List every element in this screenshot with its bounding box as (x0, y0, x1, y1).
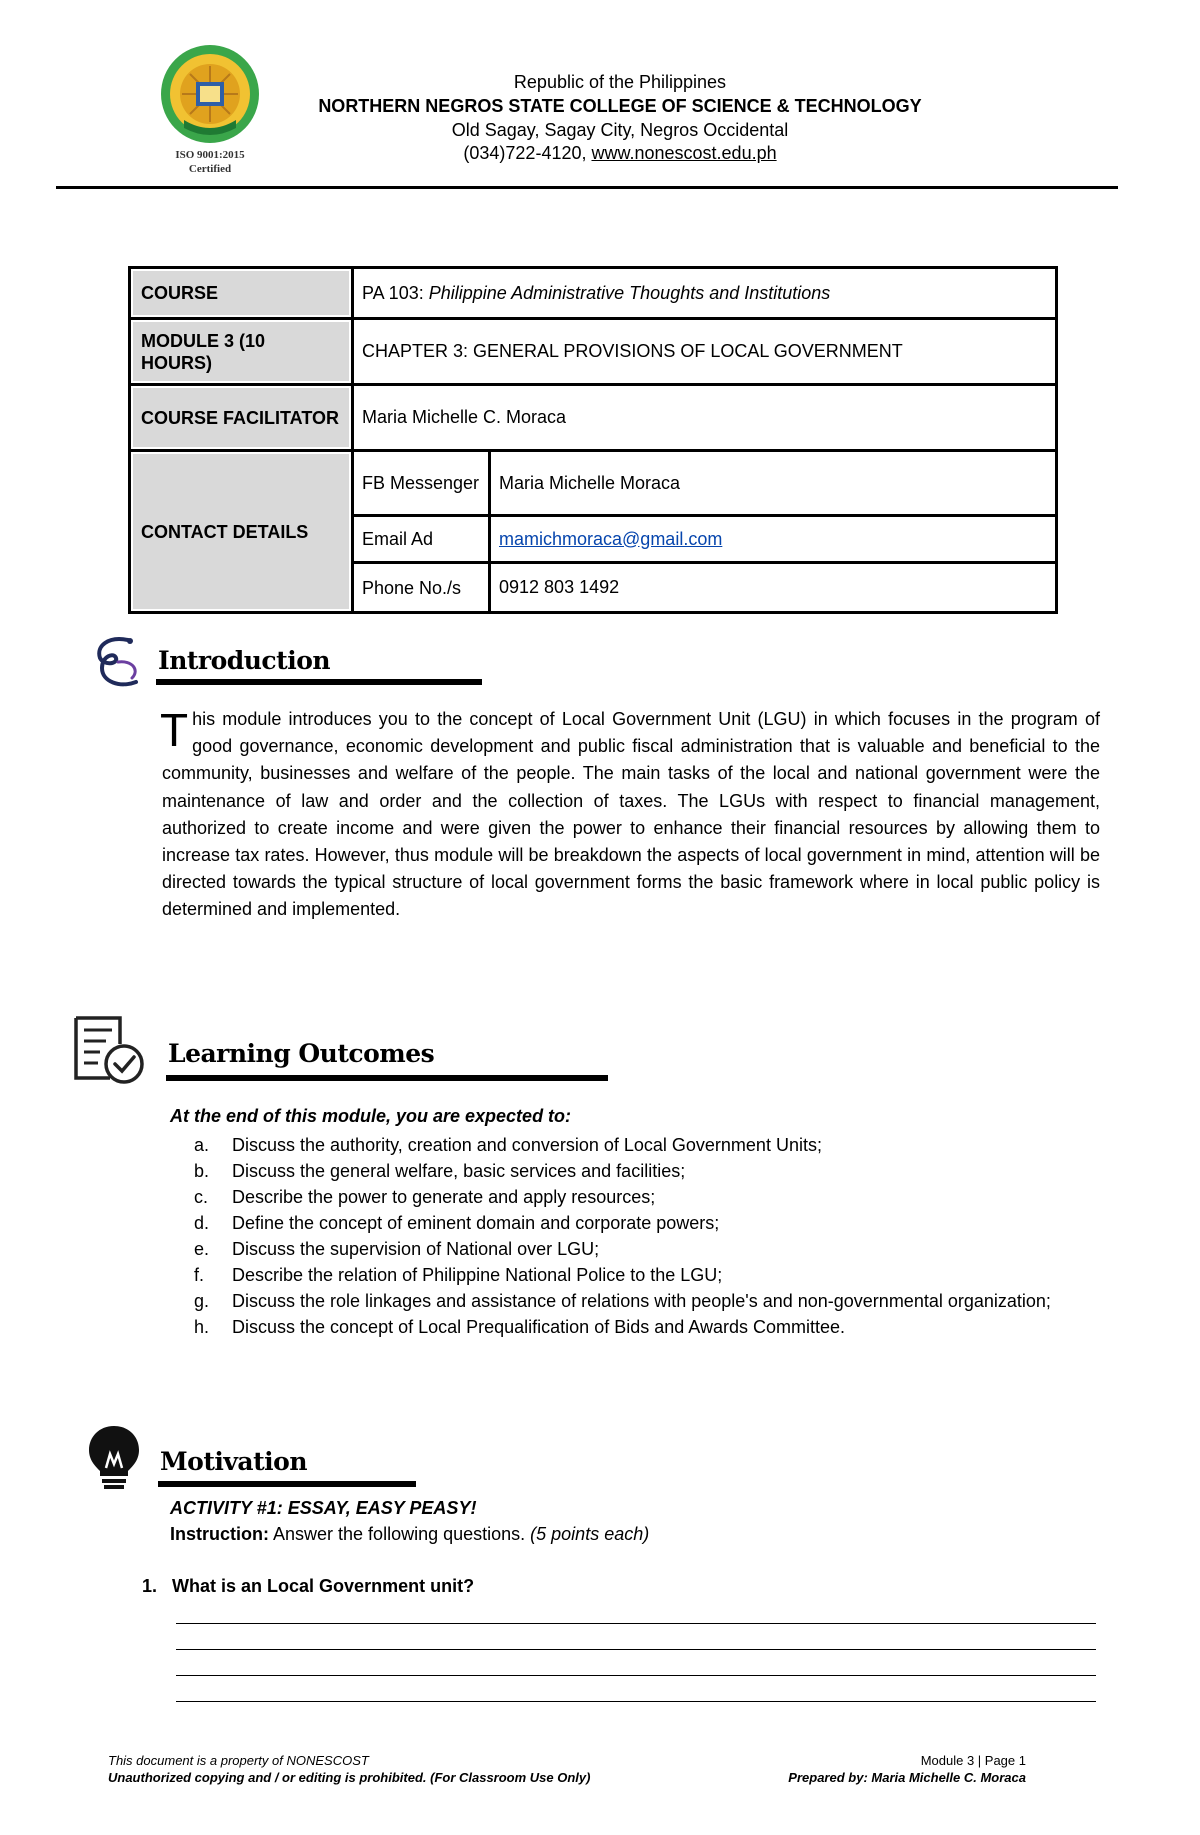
header-website-link[interactable]: www.nonescost.edu.ph (591, 143, 777, 163)
contact-key: Email Ad (362, 529, 434, 549)
facilitator-label: COURSE FACILITATOR (131, 386, 351, 449)
contact-phone-row (354, 564, 1055, 611)
lightbulb-icon (86, 1424, 142, 1492)
introduction-heading: Introduction (158, 646, 331, 675)
list-item: e. Discuss the supervision of National over LGU; (194, 1239, 600, 1259)
contact-value: Maria Michelle Moraca (488, 452, 1055, 514)
answer-line[interactable] (176, 1701, 1096, 1702)
introduction-icon (88, 632, 150, 694)
learning-outcomes-heading: Learning Outcomes (168, 1039, 435, 1068)
contact-key: FB Messenger (362, 473, 480, 493)
svg-text:Certified: Certified (188, 163, 232, 175)
module-label: MODULE 3 (10 HOURS) (131, 320, 351, 383)
module-row (131, 320, 1055, 386)
list-item: f. Describe the relation of Philippine National Police to the LGU; (194, 1265, 723, 1285)
contact-value: 0912 803 1492 (488, 564, 1055, 611)
school-logo (154, 44, 266, 184)
header-republic: Republic of the Philippines (513, 72, 727, 92)
list-item: b. Discuss the general welfare, basic services and facilities; (194, 1161, 686, 1181)
header-institution: NORTHERN NEGROS STATE COLLEGE OF SCIENCE & TECHNOLOGY (318, 96, 922, 116)
list-item: g. Discuss the role linkages and assistance of relations with people's and non-governmental organization; (194, 1291, 1051, 1311)
footer-page: Module 3 | Page 1 (920, 1753, 1026, 1768)
question-text: What is an Local Government unit? (172, 1576, 475, 1596)
list-item: c. Describe the power to generate and apply resources; (194, 1187, 656, 1207)
header-divider (56, 186, 1118, 189)
list-item: a. Discuss the authority, creation and conversion of Local Government Units; (194, 1135, 822, 1155)
course-info-table (128, 266, 1058, 614)
header-phone: (034)722-4120, (463, 143, 592, 163)
introduction-paragraph (162, 706, 1100, 924)
contact-email-row (354, 517, 1055, 564)
footer-property: This document is a property of NONESCOST (108, 1753, 369, 1768)
motivation-heading: Motivation (160, 1447, 308, 1476)
course-label: COURSE (131, 269, 351, 317)
contact-row (131, 452, 1055, 611)
footer-prepared-by: Prepared by: Maria Michelle C. Moraca (788, 1770, 1026, 1785)
activity-instruction (170, 1524, 649, 1545)
introduction-body: his module introduces you to the concept of Local Government Unit (LGU) in which focuses in the program of good governance, economic development and public fiscal administration that is valuable and beneficial to the community, businesses and welfare of the people. The main tasks of the local and national government were the maintenance of law and order and the collection of taxes. The LGUs with respect to financial management, authorized to create income and were given the power to enhance their financial resources by allowing them to increase tax rates. However, thus module will be breakdown the aspects of local government in mind, attention will be directed towards the typical structure of local government forms the basic framework where in local public policy is determined and implemented. (162, 709, 1100, 920)
answer-line[interactable] (176, 1623, 1096, 1624)
module-value: CHAPTER 3: GENERAL PROVISIONS OF LOCAL GOVERNMENT (351, 320, 1055, 383)
course-title: Philippine Administrative Thoughts and Institutions (428, 282, 831, 303)
learning-outcomes-underline (166, 1075, 608, 1081)
instruction-label: Instruction: (170, 1524, 269, 1544)
contact-subtable (351, 452, 1055, 611)
course-value (351, 269, 1055, 317)
question-number: 1. (142, 1576, 158, 1596)
footer-copyright: Unauthorized copying and / or editing is prohibited. (For Classroom Use Only) (108, 1770, 591, 1785)
learning-outcomes-icon (70, 1014, 148, 1086)
introduction-underline (156, 679, 482, 685)
svg-text:ISO 9001:2015: ISO 9001:2015 (175, 149, 245, 161)
email-link[interactable]: mamichmoraca@gmail.com (499, 528, 723, 549)
motivation-underline (158, 1481, 416, 1487)
list-item: h. Discuss the concept of Local Prequalification of Bids and Awards Committee. (194, 1317, 845, 1337)
answer-line[interactable] (176, 1675, 1096, 1676)
course-code: PA 103: (362, 282, 424, 303)
answer-line[interactable] (176, 1649, 1096, 1650)
contact-fb-row (354, 452, 1055, 517)
header-address: Old Sagay, Sagay City, Negros Occidental (451, 120, 789, 140)
activity-title: ACTIVITY #1: ESSAY, EASY PEASY! (170, 1498, 477, 1518)
contact-key: Phone No./s (362, 577, 462, 598)
learning-outcomes-lead: At the end of this module, you are expected to: (170, 1106, 572, 1126)
facilitator-row (131, 386, 1055, 452)
header-contact (260, 141, 980, 165)
contact-value (488, 517, 1055, 561)
contact-label: CONTACT DETAILS (131, 452, 351, 611)
course-row (131, 269, 1055, 320)
introduction-dropcap: T (160, 704, 189, 756)
instruction-text: Answer the following questions. (269, 1524, 531, 1544)
instruction-points: (5 points each) (530, 1524, 650, 1544)
learning-outcomes-list (194, 1132, 1100, 1340)
list-item: d. Define the concept of eminent domain and corporate powers; (194, 1213, 720, 1233)
question-1 (142, 1576, 474, 1597)
facilitator-value: Maria Michelle C. Moraca (351, 386, 1055, 449)
